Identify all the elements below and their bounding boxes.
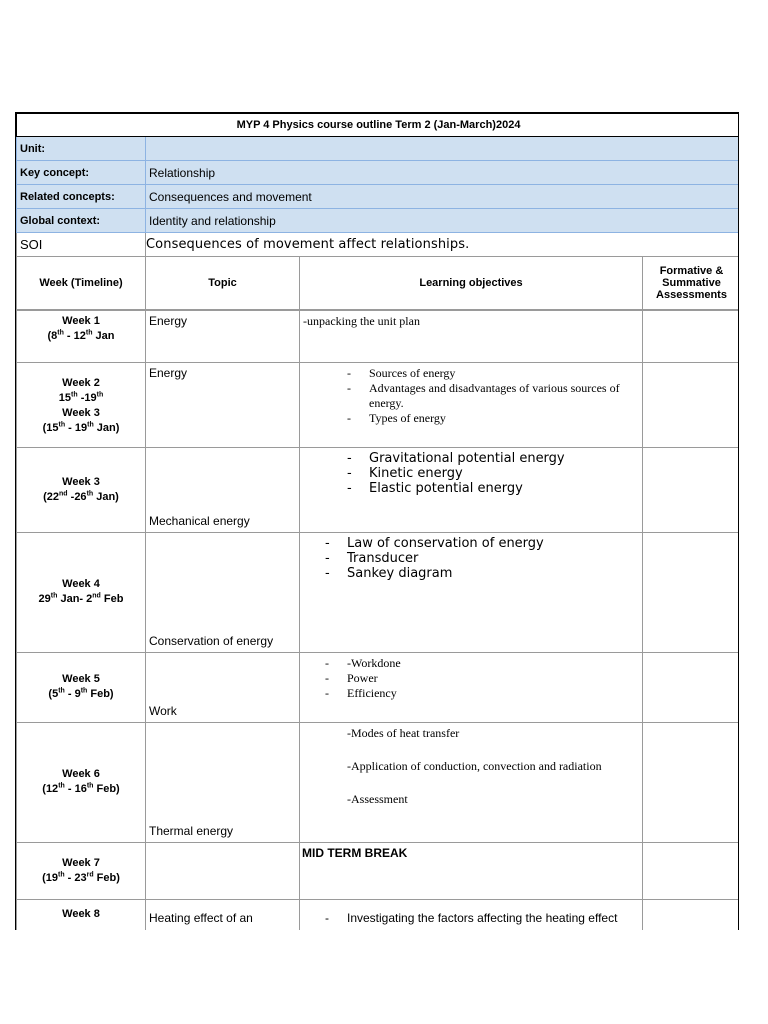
- meta-value-key-concept: Relationship: [146, 161, 740, 185]
- list-item: - Efficiency: [347, 686, 638, 701]
- header-week: Week (Timeline): [17, 257, 146, 311]
- list-item: - Investigating the factors affecting the heating effect: [347, 911, 638, 926]
- week-line: Week 8: [62, 907, 100, 920]
- table-row: [17, 447, 740, 532]
- topic-cell: Energy: [146, 310, 300, 362]
- assessment-cell: [643, 310, 740, 362]
- week-line: Week 5: [62, 673, 100, 685]
- objectives-cell: [300, 899, 643, 930]
- meta-row-global-context: [17, 209, 740, 233]
- table-row: [17, 722, 740, 842]
- table-row: [17, 652, 740, 722]
- week-cell: [17, 899, 146, 930]
- topic-cell: Work: [146, 652, 300, 722]
- week-line: Week 7: [62, 856, 100, 869]
- week-date-line: (8th - 12th Jan: [47, 329, 115, 342]
- week-cell: [17, 842, 146, 899]
- meta-key-key-concept: Key concept:: [17, 161, 146, 185]
- week-line: Week 3: [62, 475, 100, 488]
- week-line: Week 4: [62, 578, 100, 590]
- table-row: [17, 362, 740, 447]
- objective-paragraph: -Application of conduction, convection and radiation: [347, 758, 602, 773]
- header-objectives: Learning objectives: [300, 257, 643, 311]
- week-date-line: 15th -19th: [58, 390, 104, 404]
- week-cell: [17, 722, 146, 842]
- objective-paragraph: -Modes of heat transfer: [347, 725, 460, 740]
- meta-value-global-context: Identity and relationship: [146, 209, 740, 233]
- objectives-cell: [300, 362, 643, 447]
- assessment-cell: [643, 899, 740, 930]
- assessment-cell: [643, 652, 740, 722]
- list-item: - Types of energy: [369, 411, 634, 426]
- objective-paragraph: -Assessment: [347, 791, 408, 806]
- objectives-cell: [300, 652, 643, 722]
- week-date-line: (19th - 23rd Feb): [42, 870, 120, 884]
- week-line: Week 3: [62, 406, 100, 419]
- course-outline-table: [16, 113, 739, 930]
- list-item: - Power: [347, 671, 638, 686]
- assessment-cell: [643, 842, 740, 899]
- objectives-list: [369, 451, 638, 496]
- topic-cell: Heating effect of an: [146, 899, 300, 930]
- meta-value-related-concepts: Consequences and movement: [146, 185, 740, 209]
- assessment-cell: [643, 532, 740, 652]
- list-item: - Sources of energy: [369, 366, 634, 381]
- soi-row: [17, 233, 740, 257]
- objectives-cell: [300, 532, 643, 652]
- objectives-list: [347, 911, 638, 926]
- topic-cell: Thermal energy: [146, 722, 300, 842]
- list-item: - Gravitational potential energy: [369, 451, 638, 466]
- week-date-line: 29th Jan- 2nd Feb: [38, 592, 124, 605]
- objectives-cell: -unpacking the unit plan: [300, 310, 643, 362]
- list-item: - Sankey diagram: [347, 566, 638, 581]
- header-assessments: Formative & Summative Assessments: [643, 257, 740, 311]
- list-item: - Advantages and disadvantages of various sources of energy.: [369, 381, 634, 411]
- week-cell: [17, 652, 146, 722]
- list-item: - Elastic potential energy: [369, 481, 638, 496]
- assessment-cell: [643, 722, 740, 842]
- topic-cell: Conservation of energy: [146, 532, 300, 652]
- week-line: Week 6: [62, 768, 100, 780]
- meta-key-related-concepts: Related concepts:: [17, 185, 146, 209]
- document-title: MYP 4 Physics course outline Term 2 (Jan-March)2024: [17, 114, 740, 137]
- topic-cell: Mechanical energy: [146, 447, 300, 532]
- assessment-cell: [643, 447, 740, 532]
- meta-value-unit: [146, 137, 740, 161]
- week-cell: [17, 447, 146, 532]
- objectives-cell: [300, 722, 643, 842]
- header-topic: Topic: [146, 257, 300, 311]
- course-outline-document: [15, 112, 739, 930]
- topic-cell: [146, 842, 300, 899]
- week-cell: [17, 362, 146, 447]
- list-item: - -Workdone: [347, 656, 638, 671]
- soi-value: Consequences of movement affect relationships.: [146, 233, 740, 257]
- topic-cell: Energy: [146, 362, 300, 447]
- objectives-list: [369, 366, 634, 426]
- table-row: [17, 842, 740, 899]
- week-date-line: (12th - 16th Feb): [42, 782, 120, 795]
- meta-row-related-concepts: [17, 185, 740, 209]
- week-date-line: (22nd -26th Jan): [43, 489, 119, 503]
- week-cell: [17, 532, 146, 652]
- table-row: [17, 532, 740, 652]
- list-item: - Transducer: [347, 551, 638, 566]
- objectives-list: [347, 536, 638, 581]
- table-row: [17, 310, 740, 362]
- meta-row-unit: [17, 137, 740, 161]
- objectives-list: [347, 656, 638, 701]
- objectives-cell: MID TERM BREAK: [300, 842, 643, 899]
- soi-key: SOI: [17, 233, 146, 257]
- table-row: [17, 899, 740, 930]
- assessment-cell: [643, 362, 740, 447]
- list-item: - Law of conservation of energy: [347, 536, 638, 551]
- title-row: [17, 114, 740, 137]
- column-header-row: [17, 257, 740, 311]
- week-date-line: (5th - 9th Feb): [48, 687, 114, 700]
- week-date-line: (15th - 19th Jan): [42, 420, 120, 434]
- meta-key-global-context: Global context:: [17, 209, 146, 233]
- list-item: - Kinetic energy: [369, 466, 638, 481]
- week-line: Week 1: [62, 315, 100, 327]
- objectives-cell: [300, 447, 643, 532]
- week-line: Week 2: [62, 376, 100, 389]
- meta-row-key-concept: [17, 161, 740, 185]
- meta-key-unit: Unit:: [17, 137, 146, 161]
- week-cell: [17, 310, 146, 362]
